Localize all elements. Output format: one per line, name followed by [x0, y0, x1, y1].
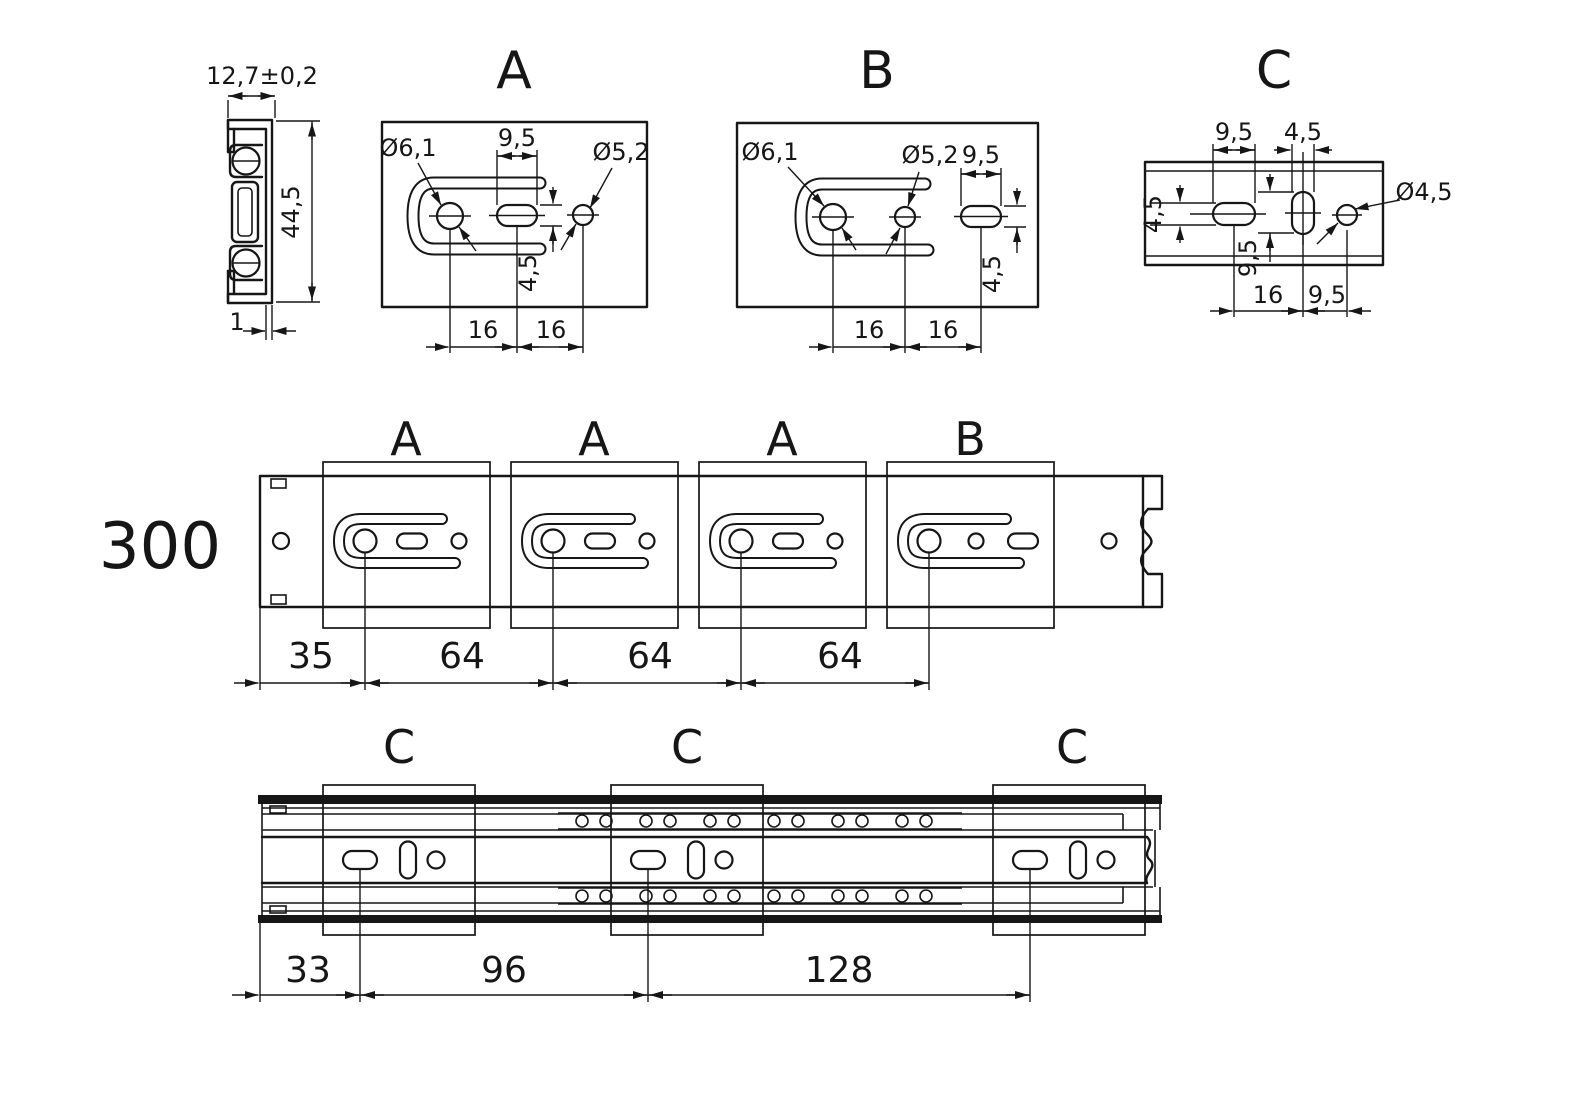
rail-pattern-a1 [339, 519, 467, 563]
lower-ball-row [558, 888, 962, 904]
section-label-a2: A [578, 412, 610, 466]
detail-c-vslot-height-dim [1258, 174, 1294, 262]
detail-b-slot-height-label: 4,5 [978, 254, 1006, 294]
cross-section-width-dim [228, 96, 275, 118]
dim-64-label-3: 64 [817, 636, 863, 677]
detail-b-pitch2-label: 16 [927, 316, 959, 344]
detail-a-dia1-label: Ø6,1 [379, 134, 437, 162]
detail-a-slot-width-label: 9,5 [497, 124, 537, 152]
detail-a-pitch2-label: 16 [535, 316, 567, 344]
detail-a-title: A [496, 41, 532, 101]
detail-b-pitch1-label: 16 [853, 316, 885, 344]
detail-a-pitch1-label: 16 [467, 316, 499, 344]
detail-a-slot-height-label: 4,5 [514, 253, 542, 293]
rail-pattern-a2 [527, 519, 655, 563]
detail-c-pitch2-label: 9,5 [1307, 281, 1347, 309]
rail-end-tab [271, 595, 286, 604]
detail-c-vslot-height-label: 9,5 [1234, 238, 1262, 278]
rail-end-hole [273, 533, 289, 549]
section-label-c3: C [1055, 720, 1089, 774]
cross-section-thickness-dim [243, 305, 296, 340]
rail-length-label: 300 [98, 510, 222, 584]
dim-64-label-2: 64 [627, 636, 673, 677]
rail-end-hole [1102, 534, 1117, 549]
section-label-c1: C [382, 720, 416, 774]
detail-c-vslot-width-label: 4,5 [1283, 118, 1323, 146]
cross-section-height-label: 44,5 [277, 185, 305, 239]
section-label-b: B [954, 412, 986, 466]
detail-c-title: C [1255, 41, 1293, 101]
detail-c-slot-width-dim [1213, 144, 1255, 203]
dim-64-label-1: 64 [439, 636, 485, 677]
detail-b-dia1-label: Ø6,1 [741, 138, 799, 166]
rail-pattern-c2 [631, 842, 733, 879]
detail-b-view [737, 41, 1038, 353]
detail-a-dia2-label: Ø5,2 [592, 138, 650, 166]
rail-pattern-c1 [343, 842, 445, 879]
detail-c-dia-label: Ø4,5 [1395, 178, 1453, 206]
detail-a-view [379, 41, 649, 353]
inner-rail-view [99, 412, 1162, 690]
rail-end-tab [271, 479, 286, 488]
detail-b-dia2-label: Ø5,2 [901, 141, 959, 169]
section-label-c2: C [670, 720, 704, 774]
cross-section-profile [228, 120, 272, 303]
inner-rail-section [232, 182, 258, 242]
rail-pattern-a3 [715, 519, 843, 563]
detail-a-slot-height-dim [540, 187, 562, 252]
outer-rail-bottom-flange [258, 915, 1162, 923]
assembled-slide-view [232, 720, 1162, 1002]
rail-pattern-c3 [1013, 842, 1115, 879]
slide-latch-edge [1146, 837, 1152, 883]
dim-33-label: 33 [285, 950, 331, 991]
cross-section-thickness-label: 1 [229, 308, 245, 336]
cross-section-width-label: 12,7±0,2 [206, 62, 318, 90]
dim-128-label: 128 [804, 950, 874, 991]
detail-b-title: B [859, 41, 895, 101]
dim-96-label: 96 [481, 950, 527, 991]
upper-ball-row [558, 813, 962, 829]
section-label-a3: A [766, 412, 798, 466]
detail-c-slot-width-label: 9,5 [1214, 118, 1254, 146]
section-label-a1: A [390, 412, 422, 466]
detail-c-view [1139, 41, 1453, 317]
cross-section-view [206, 62, 320, 340]
detail-b-slot-height-dim [1004, 188, 1026, 253]
detail-c-pitch-dims [1210, 225, 1371, 317]
detail-b-slot-width-label: 9,5 [961, 141, 1001, 169]
outer-rail-top-flange [258, 795, 1162, 804]
detail-b-slot-width-dim [961, 168, 1001, 206]
detail-c-pitch1-label: 16 [1252, 281, 1284, 309]
rail-pattern-b [903, 519, 1038, 563]
detail-c-dia-leader [1317, 200, 1400, 244]
detail-c-pill-height-label: 4,5 [1139, 194, 1167, 234]
dim-35-label: 35 [288, 636, 334, 677]
